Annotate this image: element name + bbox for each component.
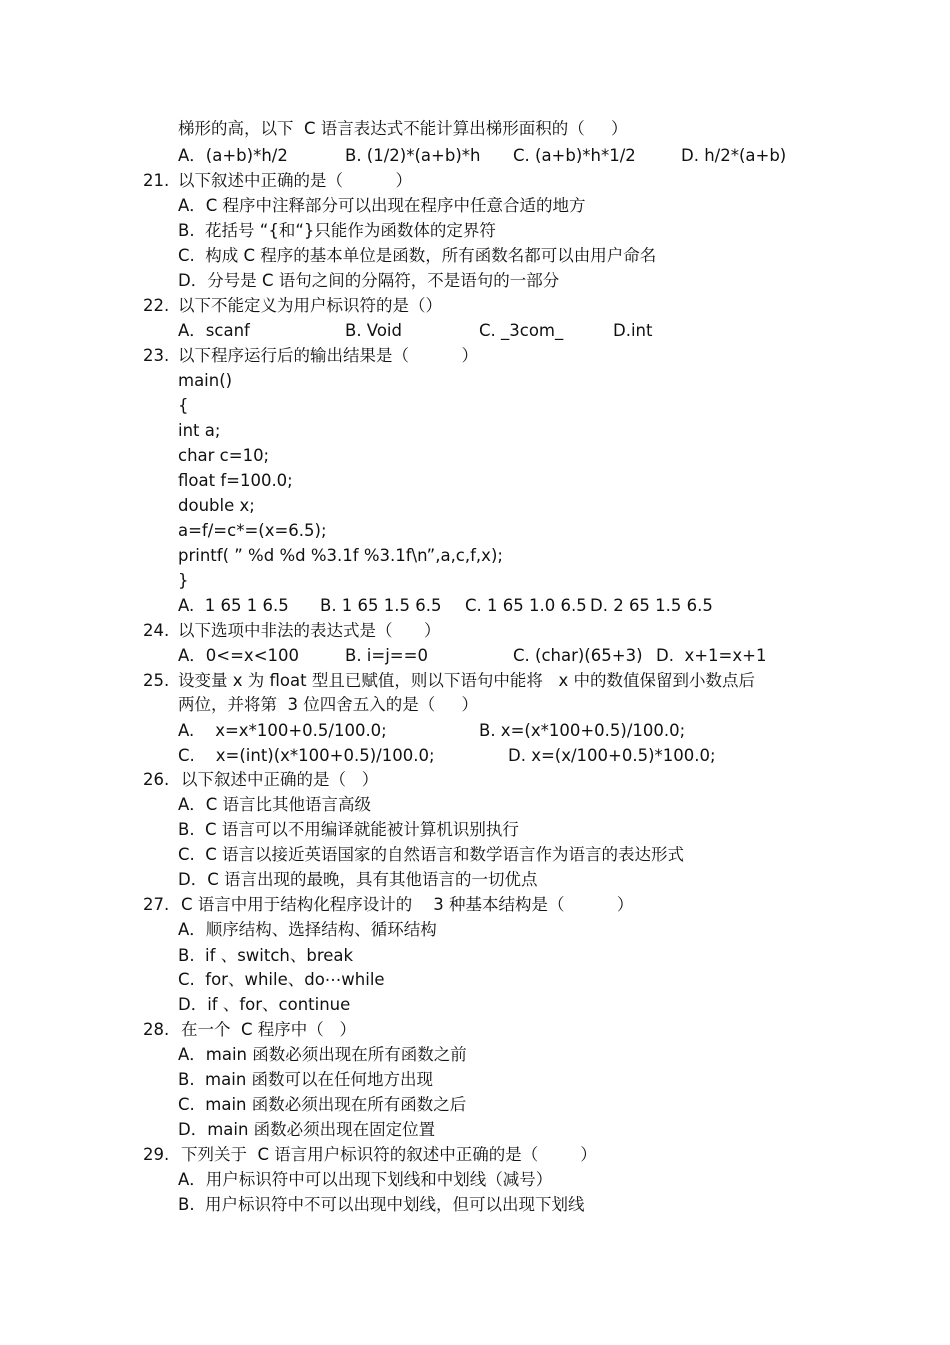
q25-stem-line1: 设变量 x 为 float 型且已赋值，则以下语句中能将 x 中的数值保留到小数点后 [178,671,756,690]
q27-option-c: C. for、while、do⋯while [178,970,385,989]
q27-option-d: D．if 、for、continue [178,995,351,1014]
q23-option-b: B. 1 65 1.5 6.5 [320,596,442,615]
q28-option-c: C. main 函数必须出现在所有函数之后 [178,1095,467,1114]
q27-stem: C 语言中用于结构化程序设计的 3 种基本结构是（ ） [181,895,634,914]
q24-option-a: A．0<=x<100 [178,646,300,665]
q24-number: 24. [143,621,170,640]
q25-option-a: A. x=x*100+0.5/100.0; [178,721,387,740]
q22-option-d: D.int [613,321,653,340]
q25-stem-line2: 两位，并将第 3 位四舍五入的是（ ） [178,695,478,714]
q22-option-b: B. Void [345,321,402,340]
q20-option-d: D. h/2*(a+b) [681,146,787,165]
q25-option-b: B. x=(x*100+0.5)/100.0; [479,721,686,740]
q20-option-c: C. (a+b)*h*1/2 [513,146,636,165]
code-line: char c=10; [178,446,270,465]
q23-option-c: C. 1 65 1.0 6.5 [465,596,587,615]
q25-option-c: C. x=(int)(x*100+0.5)/100.0; [178,746,435,765]
code-line: { [178,396,189,415]
q26-stem: 以下叙述中正确的是（ ） [181,770,379,789]
code-line: float f=100.0; [178,471,293,490]
code-line: printf( ” %d %d %3.1f %3.1f\n”,a,c,f,x); [178,546,503,565]
q26-option-d: D．C 语言出现的最晚，具有其他语言的一切优点 [178,870,538,889]
q28-option-d: D．main 函数必须出现在固定位置 [178,1120,436,1139]
q28-option-a: A．main 函数必须出现在所有函数之前 [178,1045,467,1064]
q24-option-c: C. (char)(65+3) [513,646,643,665]
code-line: int a; [178,421,221,440]
q26-option-b: B. C 语言可以不用编译就能被计算机识别执行 [178,820,519,839]
code-line: double x; [178,496,255,515]
q26-option-a: A．C 语言比其他语言高级 [178,795,372,814]
q23-option-d: D. 2 65 1.5 6.5 [590,596,713,615]
q21-option-c: C. 构成 C 程序的基本单位是函数，所有函数名都可以由用户命名 [178,246,657,265]
code-line: } [178,571,189,590]
q22-option-c: C. _3com_ [479,321,564,340]
q27-number: 27. [143,895,170,914]
q23-stem: 以下程序运行后的输出结果是（ ） [178,346,478,365]
q21-option-d: D．分号是 C 语句之间的分隔符，不是语句的一部分 [178,271,560,290]
q29-option-b: B. 用户标识符中不可以出现中划线，但可以出现下划线 [178,1195,585,1214]
q24-option-b: B. i=j==0 [345,646,428,665]
q29-number: 29. [143,1145,170,1164]
q27-option-b: B. if 、switch、break [178,946,354,965]
q27-option-a: A．顺序结构、选择结构、循环结构 [178,920,437,939]
q24-stem: 以下选项中非法的表达式是（ ） [178,621,441,640]
q25-number: 25. [143,671,170,690]
q20-continuation: 梯形的高，以下 C 语言表达式不能计算出梯形面积的（ ） [178,119,628,138]
q28-stem: 在一个 C 程序中（ ） [181,1020,356,1039]
q22-option-a: A．scanf [178,321,250,340]
q26-number: 26. [143,770,170,789]
q21-option-b: B. 花括号 “{和“}只能作为函数体的定界符 [178,221,496,240]
q25-option-d: D. x=(x/100+0.5)*100.0; [508,746,716,765]
q21-number: 21. [143,171,170,190]
q20-option-a: A．(a+b)*h/2 [178,146,288,165]
code-line: a=f/=c*=(x=6.5); [178,521,327,540]
q26-option-c: C. C 语言以接近英语国家的自然语言和数学语言作为语言的表达形式 [178,845,685,864]
q24-option-d: D. x+1=x+1 [656,646,767,665]
q23-option-a: A. 1 65 1 6.5 [178,596,289,615]
q29-stem: 下列关于 C 语言用户标识符的叙述中正确的是（ ） [181,1145,597,1164]
code-line: main() [178,371,233,390]
q21-option-a: A．C 程序中注释部分可以出现在程序中任意合适的地方 [178,196,586,215]
q20-option-b: B. (1/2)*(a+b)*h [345,146,481,165]
q21-stem: 以下叙述中正确的是（ ） [178,171,412,190]
q22-number: 22. [143,296,170,315]
q23-number: 23. [143,346,170,365]
q28-number: 28. [143,1020,170,1039]
q22-stem: 以下不能定义为用户标识符的是（） [178,296,442,315]
q29-option-a: A．用户标识符中可以出现下划线和中划线（减号） [178,1170,553,1189]
q28-option-b: B. main 函数可以在任何地方出现 [178,1070,434,1089]
